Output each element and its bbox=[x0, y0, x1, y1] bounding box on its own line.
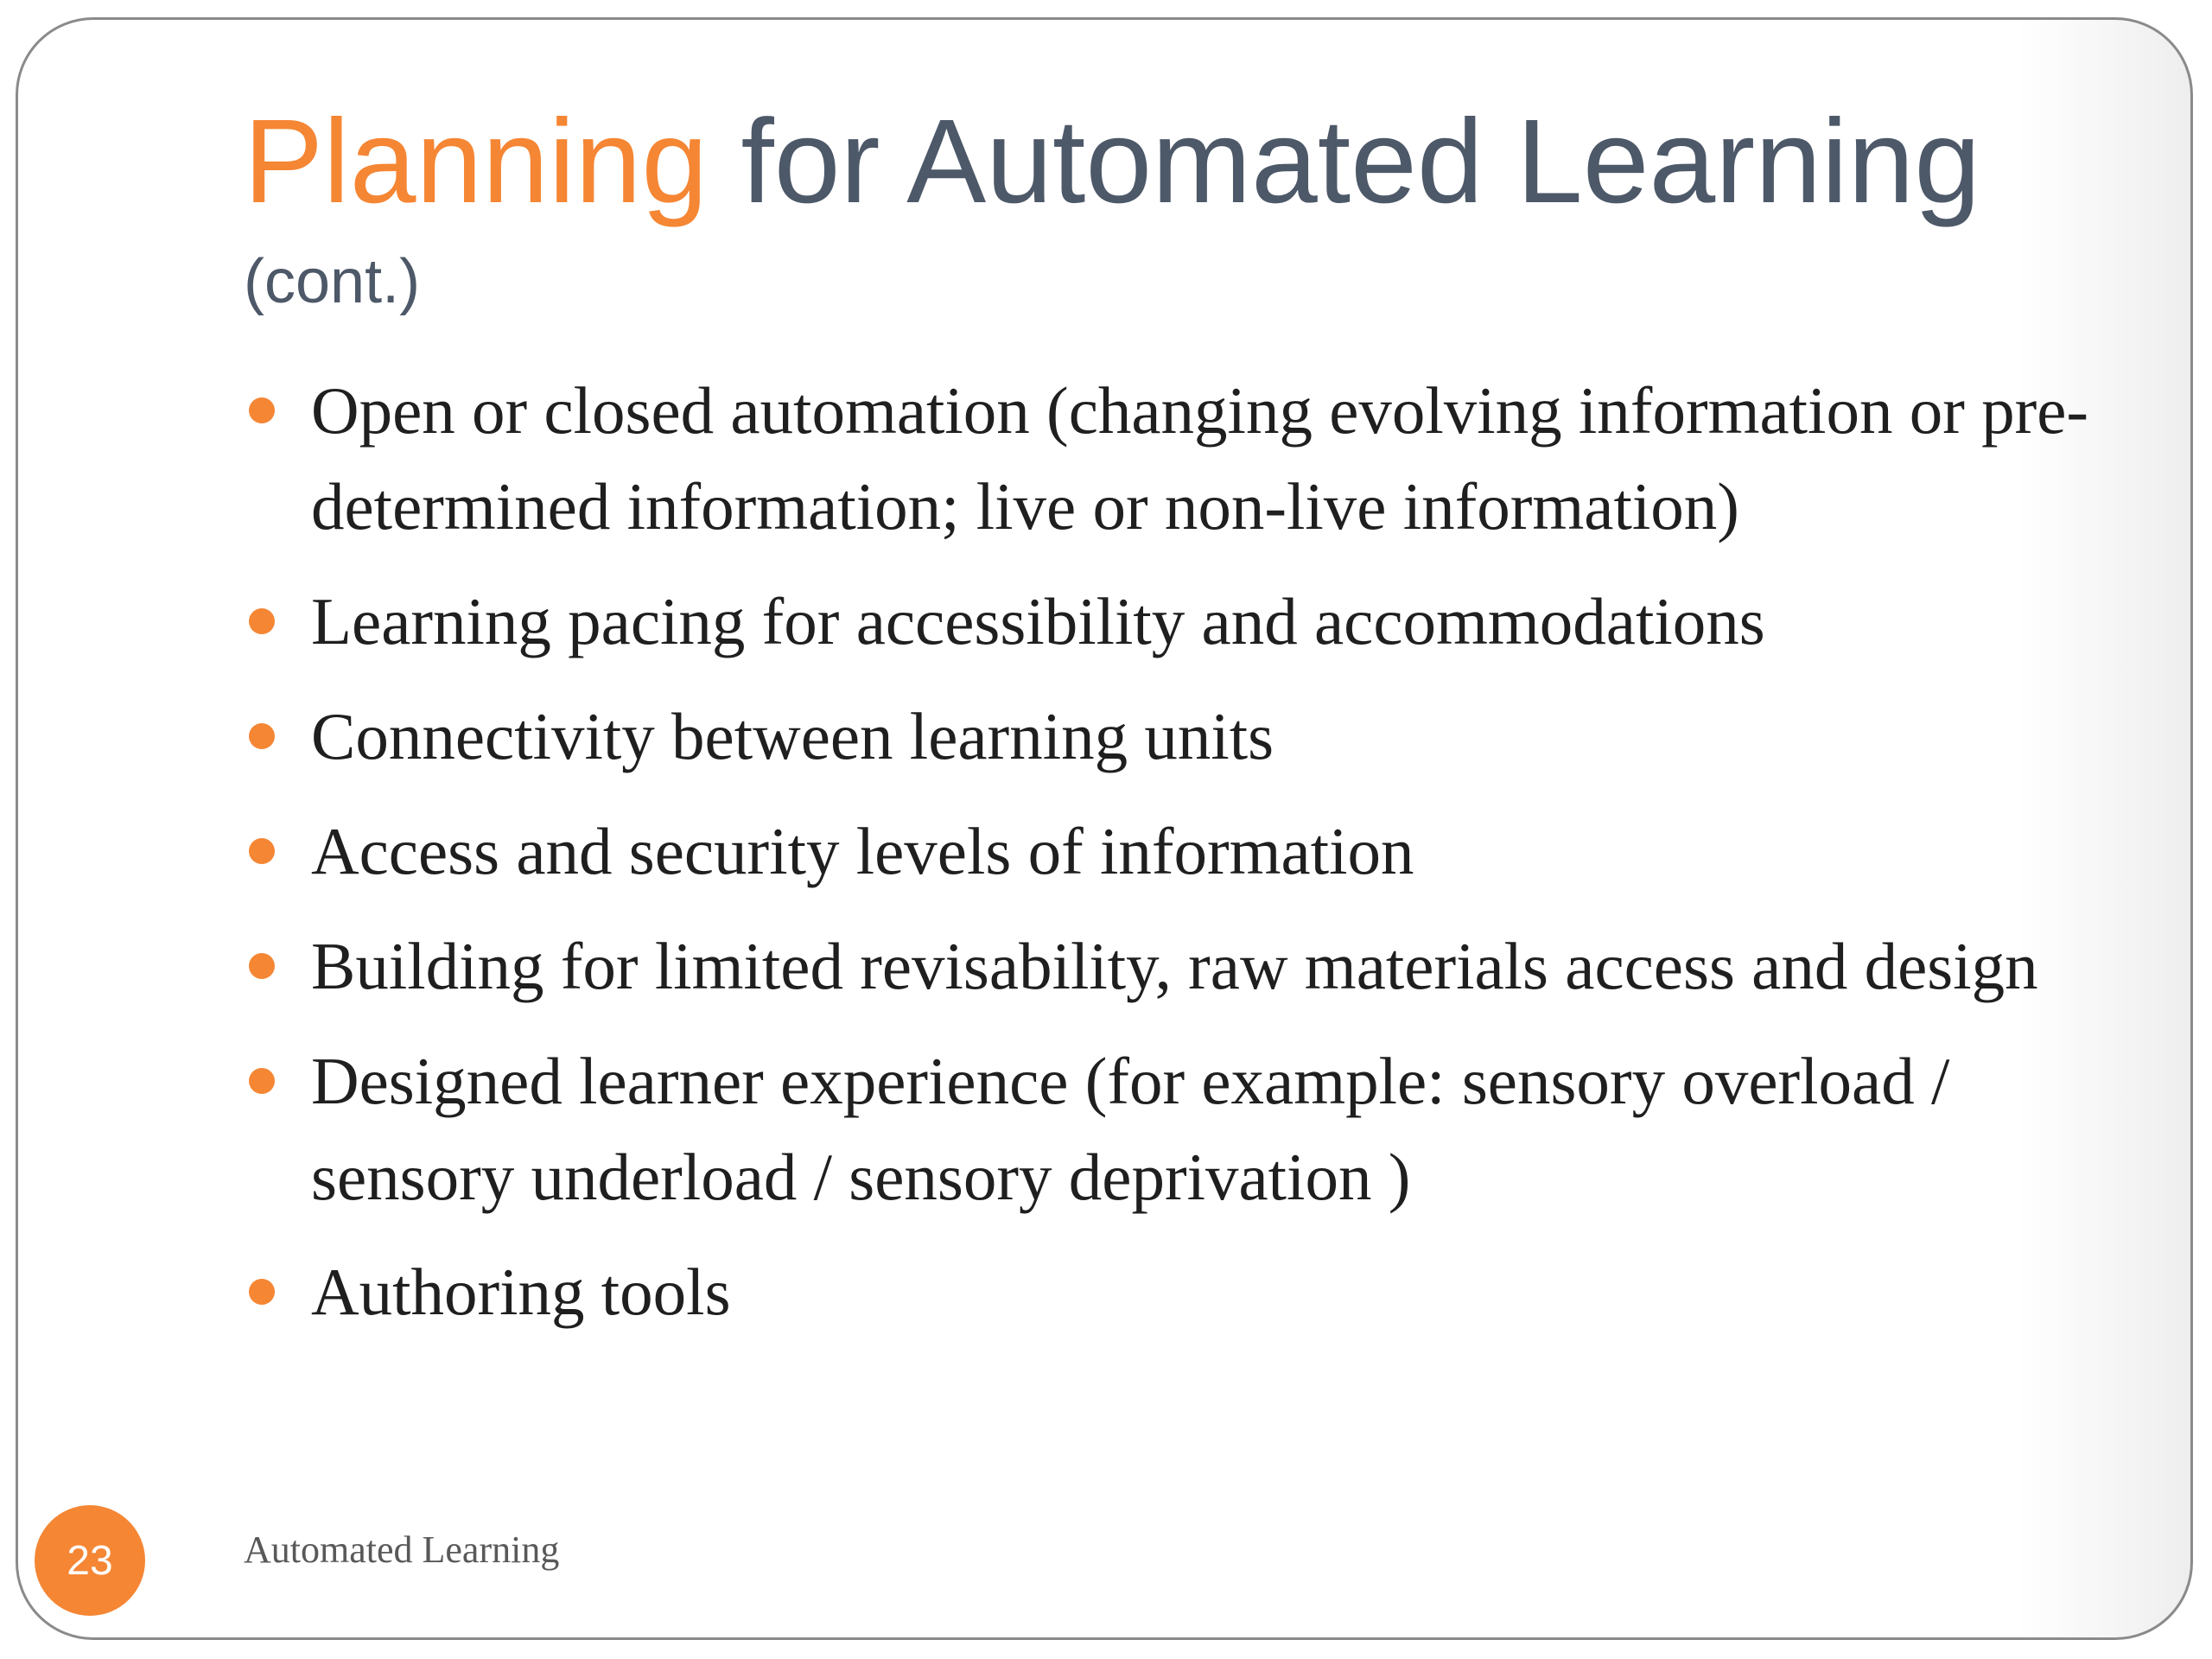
slide-subtitle: (cont.) bbox=[244, 247, 421, 316]
bullet-item bbox=[244, 804, 2101, 899]
bullet-text: Access and security levels of information bbox=[311, 814, 1414, 888]
slide-title bbox=[244, 95, 1981, 228]
bullet-item bbox=[244, 1033, 2101, 1225]
bullet-text: Connectivity between learning units bbox=[311, 699, 1274, 773]
bullet-text: Authoring tools bbox=[311, 1255, 731, 1329]
bullet-text: Designed learner experience (for example: sensory overload / sensory underload / sensory deprivation ) bbox=[311, 1044, 1950, 1214]
bullet-dot-icon bbox=[249, 723, 275, 749]
bullet-item bbox=[244, 574, 2101, 670]
slide-title-accent: Planning bbox=[244, 95, 709, 228]
bullet-dot-icon bbox=[249, 608, 275, 634]
bullet-item bbox=[244, 689, 2101, 785]
bullet-dot-icon bbox=[249, 838, 275, 864]
bullet-item bbox=[244, 1244, 2101, 1340]
bullet-item bbox=[244, 918, 2101, 1014]
page-number-badge: 23 bbox=[35, 1505, 145, 1616]
bullet-dot-icon bbox=[249, 1279, 275, 1305]
footer-text: Automated Learning bbox=[244, 1529, 560, 1571]
bullet-text: Learning pacing for accessibility and accommodations bbox=[311, 584, 1765, 658]
slide-title-rest: for Automated Learning bbox=[708, 95, 1981, 228]
bullet-item bbox=[244, 363, 2101, 555]
bullet-dot-icon bbox=[249, 953, 275, 979]
bullet-text: Building for limited revisability, raw materials access and design bbox=[311, 929, 2038, 1003]
bullet-text: Open or closed automation (changing evolving information or pre-determined information; live or non-live information) bbox=[311, 373, 2089, 543]
bullet-dot-icon bbox=[249, 397, 275, 423]
bullet-list bbox=[244, 363, 2101, 1359]
bullet-dot-icon bbox=[249, 1068, 275, 1094]
